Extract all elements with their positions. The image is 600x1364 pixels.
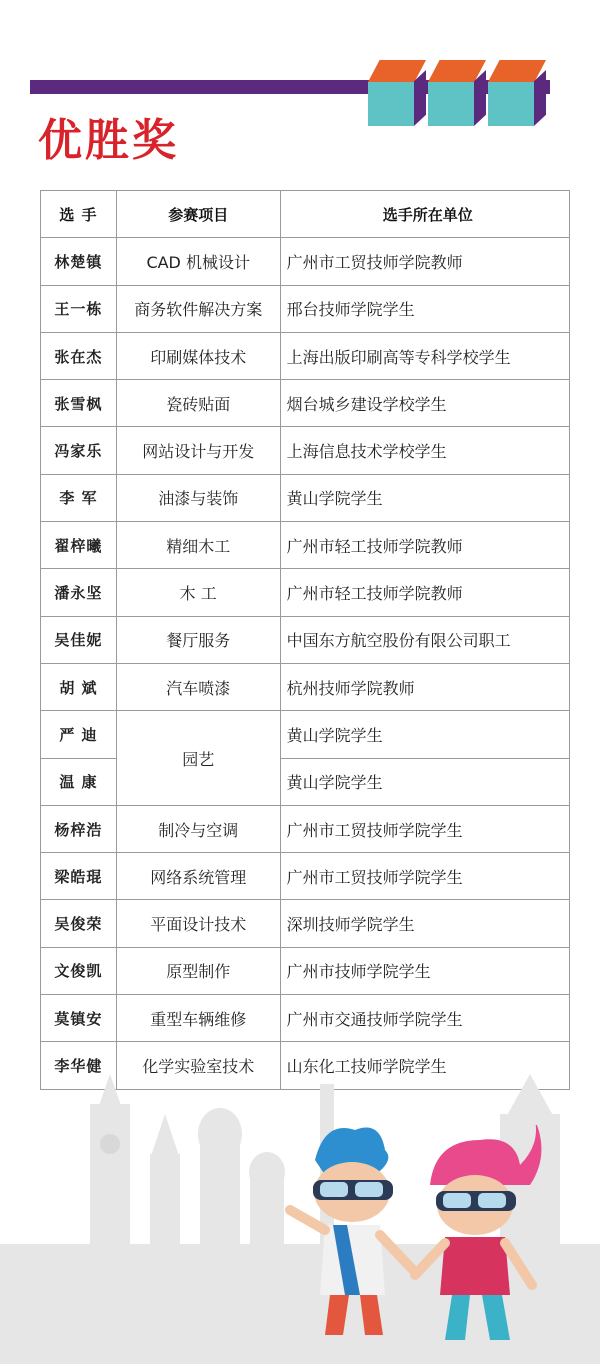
mascot-girl [410,1125,550,1350]
table-row [41,522,570,569]
player-name: 翟梓曦 [41,522,117,569]
player-unit: 广州市轻工技师学院教师 [280,569,569,616]
player-name: 文俊凯 [41,947,117,994]
project-name: 印刷媒体技术 [116,332,280,379]
table-row [41,711,570,758]
player-name: 王一栋 [41,285,117,332]
table-row [41,663,570,710]
table-header-row [41,191,570,238]
table-row [41,332,570,379]
header-unit: 选手所在单位 [280,191,569,238]
player-unit: 广州市工贸技师学院学生 [280,805,569,852]
project-name: 平面设计技术 [116,900,280,947]
table-row [41,805,570,852]
player-name: 李 军 [41,474,117,521]
player-unit: 广州市工贸技师学院教师 [280,238,569,285]
player-unit: 上海出版印刷高等专科学校学生 [280,332,569,379]
project-name: 网络系统管理 [116,853,280,900]
player-unit: 广州市交通技师学院学生 [280,995,569,1042]
table-row [41,569,570,616]
project-name: 制冷与空调 [116,805,280,852]
player-name: 温 康 [41,758,117,805]
player-name: 张雪枫 [41,380,117,427]
decor-cube [488,60,546,126]
table-row [41,380,570,427]
player-unit: 杭州技师学院教师 [280,663,569,710]
project-name: 原型制作 [116,947,280,994]
table-row [41,900,570,947]
project-name: 瓷砖贴面 [116,380,280,427]
table-row [41,427,570,474]
project-name: 化学实验室技术 [116,1042,280,1089]
player-unit: 山东化工技师学院学生 [280,1042,569,1089]
project-name: CAD 机械设计 [116,238,280,285]
player-unit: 黄山学院学生 [280,711,569,758]
page-title: 优胜奖 [38,115,179,166]
project-name: 精细木工 [116,522,280,569]
table-row [41,285,570,332]
player-name: 胡 斌 [41,663,117,710]
player-unit: 邢台技师学院学生 [280,285,569,332]
player-unit: 烟台城乡建设学校学生 [280,380,569,427]
header-player: 选 手 [41,191,117,238]
player-unit: 广州市技师学院学生 [280,947,569,994]
project-name: 餐厅服务 [116,616,280,663]
table-row [41,853,570,900]
mascot-boy [285,1120,420,1345]
project-name: 重型车辆维修 [116,995,280,1042]
decor-cube [428,60,486,126]
player-unit: 广州市轻工技师学院教师 [280,522,569,569]
player-name: 李华健 [41,1042,117,1089]
player-unit: 深圳技师学院学生 [280,900,569,947]
player-unit: 黄山学院学生 [280,474,569,521]
player-unit: 上海信息技术学校学生 [280,427,569,474]
table-row [41,474,570,521]
player-name: 潘永坚 [41,569,117,616]
table-row [41,616,570,663]
decor-cube [368,60,426,126]
project-name: 网站设计与开发 [116,427,280,474]
player-name: 吴俊荣 [41,900,117,947]
player-name: 梁皓琨 [41,853,117,900]
header-project: 参赛项目 [116,191,280,238]
project-name: 油漆与装饰 [116,474,280,521]
player-name: 林楚镇 [41,238,117,285]
project-name: 汽车喷漆 [116,663,280,710]
player-unit: 黄山学院学生 [280,758,569,805]
table-row [41,238,570,285]
player-name: 吴佳妮 [41,616,117,663]
player-name: 莫镇安 [41,995,117,1042]
project-name: 园艺 [116,711,280,806]
player-unit: 广州市工贸技师学院学生 [280,853,569,900]
player-name: 张在杰 [41,332,117,379]
table-row [41,995,570,1042]
award-table [40,190,570,1090]
player-name: 严 迪 [41,711,117,758]
player-name: 杨梓浩 [41,805,117,852]
project-name: 木 工 [116,569,280,616]
project-name: 商务软件解决方案 [116,285,280,332]
player-unit: 中国东方航空股份有限公司职工 [280,616,569,663]
player-name: 冯家乐 [41,427,117,474]
table-row [41,947,570,994]
